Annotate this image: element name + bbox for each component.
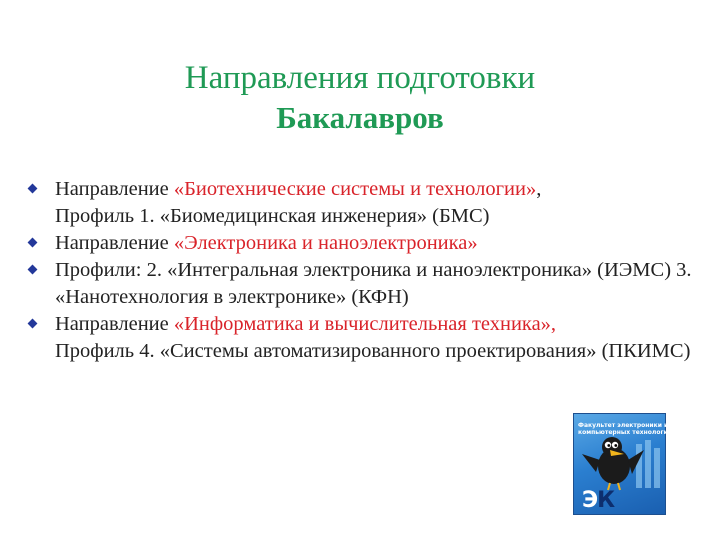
item-prefix: Направление: [55, 313, 174, 335]
faculty-logo: [573, 413, 672, 515]
diamond-bullet-icon: [28, 184, 38, 194]
title-line-2: Бакалавров: [276, 100, 444, 135]
list-item: [28, 176, 708, 230]
item-prefix: Направление: [55, 178, 174, 200]
item-highlight: «Биотехнические системы и технологии»: [173, 178, 537, 200]
diamond-bullet-icon: [28, 319, 38, 329]
logo-letters: [582, 488, 614, 513]
item-prefix: Направление: [55, 232, 174, 254]
logo-caption-line-2: компьютерных технологий: [578, 429, 672, 436]
title-line-1: Направления подготовки: [184, 60, 536, 96]
diamond-bullet-icon: [28, 265, 38, 275]
item-rest: Профиль 4. «Системы автоматизированного проектирования» (ПКИМС): [55, 340, 691, 362]
list-item: [28, 230, 708, 257]
logo-caption-line-1: Факультет электроники и: [578, 422, 669, 429]
list-item: [28, 311, 708, 365]
diamond-bullet-icon: [28, 238, 38, 248]
bullet-list: [28, 176, 708, 365]
logo-letter-k: К: [597, 488, 615, 513]
list-item: [28, 257, 708, 311]
page-title: [110, 58, 610, 138]
item-prefix: Профили: 2. «Интегральная электроника и наноэлектроника» (ИЭМС) 3. «Нанотехнология в электронике» (КФН): [55, 259, 692, 308]
item-rest: Профиль 1. «Биомедицинская инженерия» (БМС): [55, 205, 490, 227]
item-suffix: ,: [536, 178, 542, 200]
item-highlight: «Электроника и наноэлектроника»: [173, 232, 478, 254]
logo-letter-e: Э: [582, 488, 598, 513]
item-highlight: «Информатика и вычислительная техника»,: [173, 313, 557, 335]
